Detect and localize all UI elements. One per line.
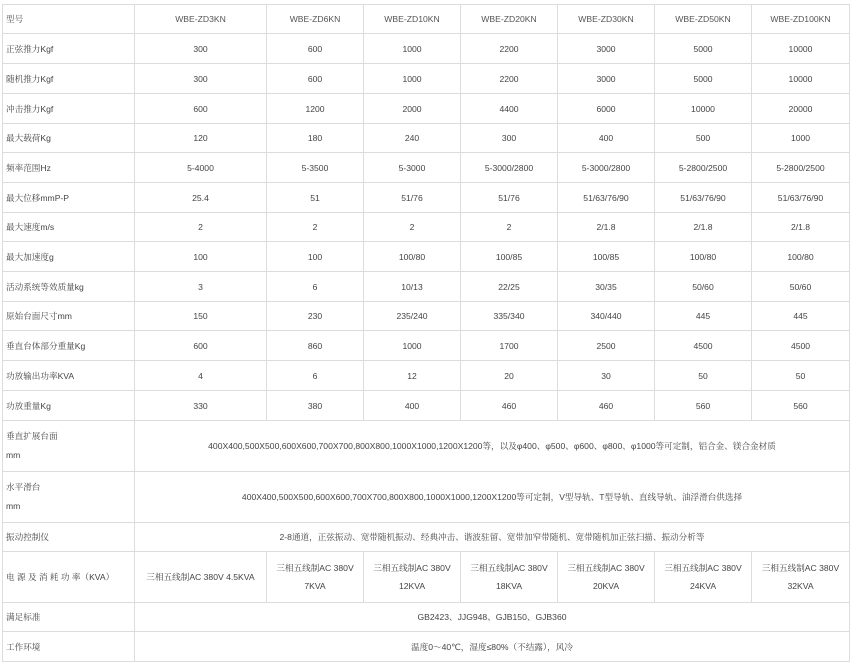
table-row: [3, 272, 850, 302]
row-label: 活动系统等效质量kg: [3, 272, 135, 302]
table-cell: 600: [267, 64, 364, 94]
table-row: [3, 302, 850, 331]
table-cell: 4400: [461, 94, 558, 124]
table-cell: 150: [135, 302, 267, 331]
spec-table: [2, 4, 850, 662]
row-label: 最大速度m/s: [3, 213, 135, 242]
power-cell: [364, 552, 461, 603]
table-cell: 2: [267, 213, 364, 242]
row-label: 功放输出功率KVA: [3, 361, 135, 391]
table-cell: 5-3000/2800: [558, 153, 655, 183]
row-label: 原始台面尺寸mm: [3, 302, 135, 331]
table-cell: 4500: [752, 331, 850, 361]
table-cell: 51/63/76/90: [752, 183, 850, 213]
power-cell: [267, 552, 364, 603]
table-cell: 50: [752, 361, 850, 391]
horizontal-slide-label-line2: mm: [6, 501, 21, 511]
power-line1: 三相五线制AC 380V: [664, 563, 742, 573]
model-header: WBE-ZD100KN: [752, 5, 850, 34]
table-cell: 600: [135, 331, 267, 361]
table-cell: 20000: [752, 94, 850, 124]
standard-label: 满足标准: [3, 603, 135, 632]
header-label: 型号: [3, 5, 135, 34]
table-cell: 100/80: [364, 242, 461, 272]
power-row: [3, 552, 850, 603]
table-cell: 5-3000/2800: [461, 153, 558, 183]
table-cell: 100/85: [461, 242, 558, 272]
table-cell: 1000: [364, 34, 461, 64]
table-row: [3, 361, 850, 391]
table-cell: 460: [558, 391, 655, 421]
power-cell: [461, 552, 558, 603]
table-cell: 3: [135, 272, 267, 302]
table-cell: 2: [364, 213, 461, 242]
power-line2: 32KVA: [787, 581, 814, 591]
table-cell: 50/60: [655, 272, 752, 302]
table-cell: 445: [655, 302, 752, 331]
horizontal-slide-value: 400X400,500X500,600X600,700X700,800X800,1000X1000,1200X1200等可定制，V型导轨、T型导轨、直线导轨、油浮滑台供选择: [135, 472, 850, 523]
table-cell: 235/240: [364, 302, 461, 331]
power-line1: 三相五线制AC 380V: [373, 563, 451, 573]
model-header: WBE-ZD10KN: [364, 5, 461, 34]
table-cell: 445: [752, 302, 850, 331]
row-label: 频率范围Hz: [3, 153, 135, 183]
table-cell: 50: [655, 361, 752, 391]
table-cell: 5-3000: [364, 153, 461, 183]
power-cell: [752, 552, 850, 603]
table-cell: 6000: [558, 94, 655, 124]
table-cell: 2: [461, 213, 558, 242]
table-row: [3, 183, 850, 213]
table-cell: 560: [752, 391, 850, 421]
vertical-table-value: 400X400,500X500,600X600,700X700,800X800,1000X1000,1200X1200等，以及φ400、φ500、φ600、φ800、φ1000等可定制，铝合金、镁合金材质: [135, 421, 850, 472]
table-cell: 51/63/76/90: [655, 183, 752, 213]
table-cell: 600: [267, 34, 364, 64]
environment-label: 工作环境: [3, 632, 135, 662]
environment-row: [3, 632, 850, 662]
vertical-table-label: [3, 421, 135, 472]
power-line2: 12KVA: [398, 581, 426, 591]
power-line1: 三相五线制AC 380V: [470, 563, 548, 573]
table-cell: 10/13: [364, 272, 461, 302]
table-cell: 100: [267, 242, 364, 272]
power-line2: 20KVA: [592, 581, 620, 591]
table-cell: 335/340: [461, 302, 558, 331]
controller-row: [3, 523, 850, 552]
table-cell: 6: [267, 272, 364, 302]
table-row: [3, 94, 850, 124]
table-cell: 5-3500: [267, 153, 364, 183]
table-cell: 300: [135, 64, 267, 94]
model-header: WBE-ZD20KN: [461, 5, 558, 34]
table-row: [3, 34, 850, 64]
table-row: [3, 213, 850, 242]
table-cell: 22/25: [461, 272, 558, 302]
table-cell: 5-2800/2500: [752, 153, 850, 183]
table-cell: 100/85: [558, 242, 655, 272]
table-cell: 50/60: [752, 272, 850, 302]
table-cell: 4: [135, 361, 267, 391]
table-cell: 2200: [461, 64, 558, 94]
table-cell: 30/35: [558, 272, 655, 302]
table-cell: 240: [364, 124, 461, 153]
standard-value: GB2423、JJG948、GJB150、GJB360: [135, 603, 850, 632]
table-cell: 12: [364, 361, 461, 391]
table-cell: 51: [267, 183, 364, 213]
controller-label: 振动控制仪: [3, 523, 135, 552]
power-cell: [655, 552, 752, 603]
row-label: 冲击推力Kgf: [3, 94, 135, 124]
vertical-table-row: [3, 421, 850, 472]
table-cell: 560: [655, 391, 752, 421]
model-header: WBE-ZD6KN: [267, 5, 364, 34]
row-label: 随机推力Kgf: [3, 64, 135, 94]
table-cell: 500: [655, 124, 752, 153]
table-row: [3, 242, 850, 272]
power-line1: 三相五线制AC 380V: [761, 563, 840, 573]
table-cell: 100/80: [752, 242, 850, 272]
table-row: [3, 124, 850, 153]
vertical-table-label-line1: 垂直扩展台面: [6, 431, 58, 441]
power-label: 电 源 及 消 耗 功 率（KVA）: [3, 552, 135, 603]
table-cell: 4500: [655, 331, 752, 361]
row-label: 正弦推力Kgf: [3, 34, 135, 64]
power-cell: [558, 552, 655, 603]
table-cell: 380: [267, 391, 364, 421]
table-cell: 230: [267, 302, 364, 331]
environment-value: 温度0～40℃，湿度≤80%（不结露），风冷: [135, 632, 850, 662]
table-cell: 6: [267, 361, 364, 391]
row-label: 功放重量Kg: [3, 391, 135, 421]
table-row: [3, 331, 850, 361]
table-row: [3, 64, 850, 94]
vertical-table-label-line2: mm: [6, 450, 21, 460]
row-label: 垂直台体部分重量Kg: [3, 331, 135, 361]
power-line1: 三相五线制AC 380V: [567, 563, 645, 573]
row-label: 最大加速度g: [3, 242, 135, 272]
power-line2: 7KVA: [304, 581, 326, 591]
table-cell: 1200: [267, 94, 364, 124]
table-cell: 10000: [752, 34, 850, 64]
table-cell: 3000: [558, 34, 655, 64]
table-cell: 120: [135, 124, 267, 153]
table-cell: 2000: [364, 94, 461, 124]
table-cell: 20: [461, 361, 558, 391]
table-cell: 5-4000: [135, 153, 267, 183]
table-cell: 1700: [461, 331, 558, 361]
table-cell: 5000: [655, 64, 752, 94]
horizontal-slide-label: [3, 472, 135, 523]
table-cell: 2: [135, 213, 267, 242]
table-cell: 51/63/76/90: [558, 183, 655, 213]
power-line2: 24KVA: [689, 581, 717, 591]
table-cell: 340/440: [558, 302, 655, 331]
table-row: [3, 153, 850, 183]
row-label: 最大位移mmP-P: [3, 183, 135, 213]
table-cell: 860: [267, 331, 364, 361]
table-cell: 400: [364, 391, 461, 421]
table-cell: 180: [267, 124, 364, 153]
power-cell-first: 三相五线制AC 380V 4.5KVA: [135, 552, 267, 603]
table-cell: 100: [135, 242, 267, 272]
table-cell: 2200: [461, 34, 558, 64]
table-row: [3, 391, 850, 421]
standard-row: [3, 603, 850, 632]
table-cell: 10000: [655, 94, 752, 124]
table-cell: 5-2800/2500: [655, 153, 752, 183]
horizontal-slide-row: [3, 472, 850, 523]
table-cell: 460: [461, 391, 558, 421]
horizontal-slide-label-line1: 水平滑台: [6, 482, 41, 492]
table-cell: 600: [135, 94, 267, 124]
table-cell: 1000: [364, 64, 461, 94]
table-cell: 51/76: [364, 183, 461, 213]
table-cell: 300: [461, 124, 558, 153]
table-cell: 2500: [558, 331, 655, 361]
controller-value: 2-8通道，正弦振动、宽带随机振动、经典冲击、谐波驻留、宽带加窄带随机、宽带随机加正弦扫描、振动分析等: [135, 523, 850, 552]
table-cell: 100/80: [655, 242, 752, 272]
table-cell: 2/1.8: [558, 213, 655, 242]
model-header: WBE-ZD50KN: [655, 5, 752, 34]
model-header: WBE-ZD30KN: [558, 5, 655, 34]
table-cell: 3000: [558, 64, 655, 94]
table-cell: 1000: [364, 331, 461, 361]
table-cell: 1000: [752, 124, 850, 153]
table-cell: 2/1.8: [655, 213, 752, 242]
table-cell: 400: [558, 124, 655, 153]
header-row: [3, 5, 850, 34]
table-cell: 30: [558, 361, 655, 391]
model-header: WBE-ZD3KN: [135, 5, 267, 34]
table-cell: 300: [135, 34, 267, 64]
table-cell: 2/1.8: [752, 213, 850, 242]
table-cell: 5000: [655, 34, 752, 64]
table-cell: 51/76: [461, 183, 558, 213]
row-label: 最大载荷Kg: [3, 124, 135, 153]
table-cell: 25.4: [135, 183, 267, 213]
power-line1: 三相五线制AC 380V: [276, 563, 354, 573]
power-line2: 18KVA: [495, 581, 523, 591]
table-cell: 10000: [752, 64, 850, 94]
table-cell: 330: [135, 391, 267, 421]
